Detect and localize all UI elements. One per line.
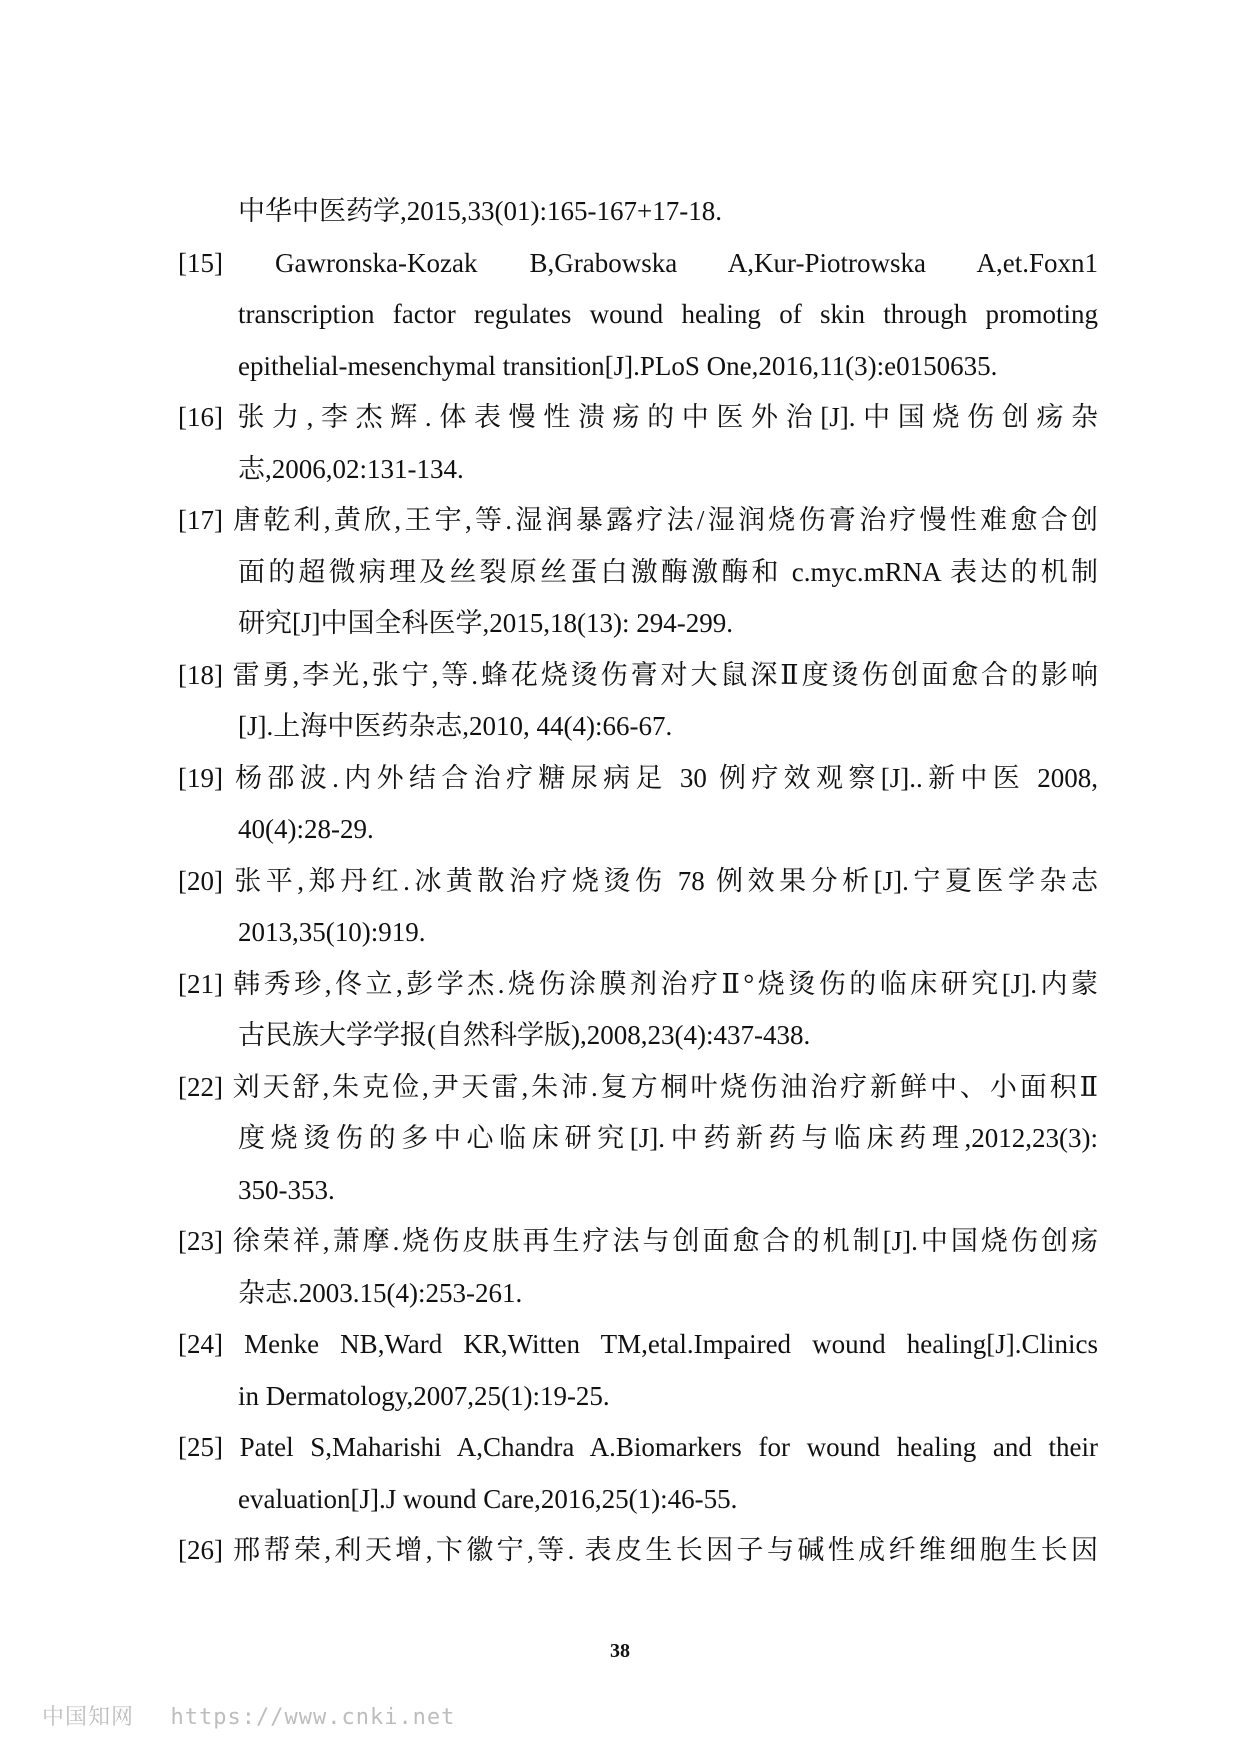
reference-line: [26] 邢帮荣,利天增,卞徽宁,等. 表皮生长因子与碱性成纤维细胞生长因 (178, 1535, 1098, 1565)
reference-line: 350-353. (238, 1174, 335, 1205)
reference-line: [15] Gawronska-Kozak B,Grabowska A,Kur-Piotrowska A,et.Foxn1 (178, 247, 1098, 278)
reference-line: 杂志.2003.15(4):253-261. (238, 1277, 523, 1308)
reference-line: 研究[J]中国全科医学,2015,18(13): 294-299. (238, 608, 733, 638)
reference-line: 中华中医药学,2015,33(01):165-167+17-18. (238, 196, 722, 226)
reference-line: [19] 杨邵波.内外结合治疗糖尿病足 30 例疗效观察[J]..新中医 2008, (178, 762, 1098, 793)
reference-line: [21] 韩秀珍,佟立,彭学杰.烧伤涂膜剂治疗Ⅱ°烧烫伤的临床研究[J].内蒙 (178, 968, 1098, 999)
reference-line: 40(4):28-29. (238, 814, 374, 844)
reference-line: [25] Patel S,Maharishi A,Chandra A.Biomarkers for wound healing and their (178, 1432, 1098, 1462)
reference-line: transcription factor regulates wound healing of skin through promoting (238, 299, 1098, 329)
reference-line: epithelial-mesenchymal transition[J].PLoS One,2016,11(3):e0150635. (238, 350, 998, 381)
reference-line: [24] Menke NB,Ward KR,Witten TM,etal.Impaired wound healing[J].Clinics (178, 1329, 1098, 1359)
reference-line: 志,2006,02:131-134. (238, 453, 464, 484)
watermark-brand: 中国知网 (42, 1704, 135, 1729)
reference-line: [J].上海中医药杂志,2010, 44(4):66-67. (238, 711, 673, 741)
reference-line: [18] 雷勇,李光,张宁,等.蜂花烧烫伤膏对大鼠深Ⅱ度烫伤创面愈合的影响 (178, 659, 1098, 690)
watermark-url: https://www.cnki.net (170, 1705, 456, 1730)
reference-line: 度烧烫伤的多中心临床研究[J].中药新药与临床药理,2012,23(3): (238, 1123, 1098, 1153)
reference-line: 2013,35(10):919. (238, 917, 426, 947)
page-number: 38 (610, 1640, 630, 1662)
reference-line: 面的超微病理及丝裂原丝蛋白激酶激酶和 c.myc.mRNA 表达的机制 (238, 556, 1098, 587)
reference-line: 古民族大学学报(自然科学版),2008,23(4):437-438. (238, 1020, 811, 1050)
reference-line: [17] 唐乾利,黄欣,王宇,等.湿润暴露疗法/湿润烧伤膏治疗慢性难愈合创 (178, 505, 1098, 535)
cnki-watermark (42, 1700, 455, 1731)
reference-list (178, 186, 1098, 1577)
reference-line: [22] 刘天舒,朱克俭,尹天雷,朱沛.复方桐叶烧伤油治疗新鲜中、小面积Ⅱ (178, 1071, 1098, 1102)
reference-line: [20] 张平,郑丹红.冰黄散治疗烧烫伤 78 例效果分析[J].宁夏医学杂志 (178, 865, 1098, 896)
reference-line: evaluation[J].J wound Care,2016,25(1):46-55. (238, 1483, 738, 1514)
reference-line: in Dermatology,2007,25(1):19-25. (238, 1380, 610, 1411)
reference-line: [16] 张力,李杰辉.体表慢性溃疡的中医外治[J].中国烧伤创疡杂 (178, 402, 1098, 432)
reference-line: [23] 徐荣祥,萧摩.烧伤皮肤再生疗法与创面愈合的机制[J].中国烧伤创疡 (178, 1226, 1098, 1256)
